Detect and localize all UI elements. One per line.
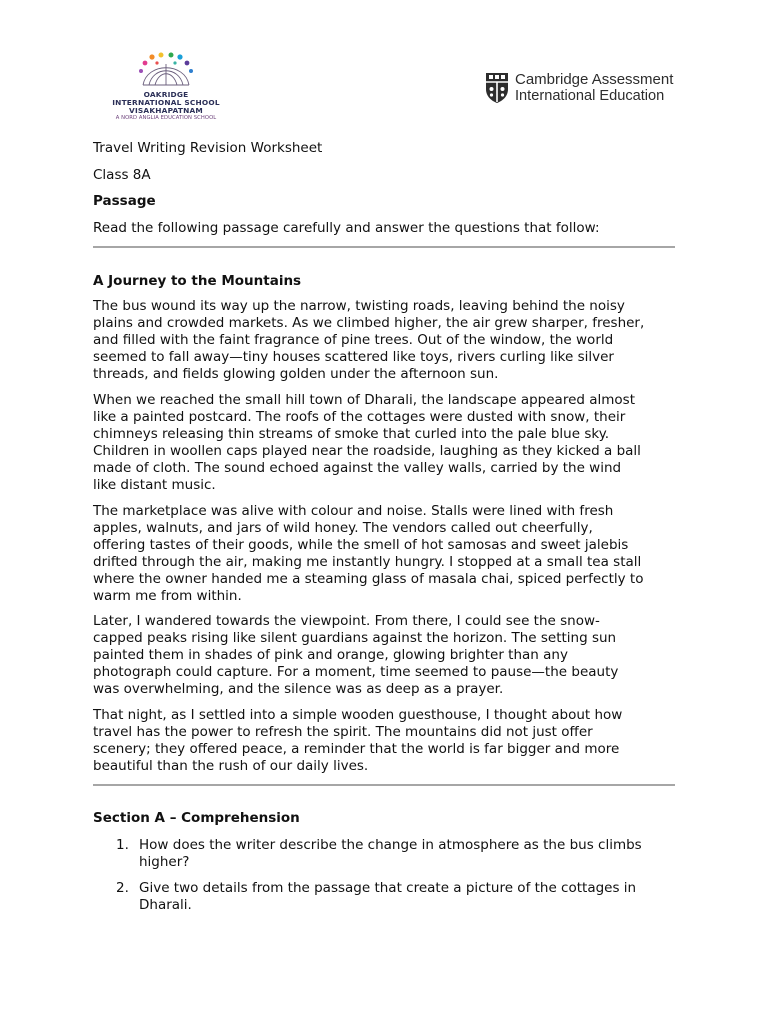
- passage-paragraph-2: [93, 392, 693, 493]
- paragraph-line: The bus wound its way up the narrow, twisting roads, leaving behind the noisy: [93, 298, 625, 314]
- school-name-line1: OAKRIDGE: [143, 90, 189, 99]
- paragraph-line: was overwhelming, and the silence was as deep as a prayer.: [93, 680, 504, 697]
- paragraph-line: That night, as I settled into a simple wooden guesthouse, I thought about how: [93, 707, 623, 723]
- section-a-heading: Section A – Comprehension: [93, 810, 300, 826]
- paragraph-line: chimneys releasing thin streams of smoke that curled into the pale blue sky.: [93, 425, 610, 442]
- instruction-text: Read the following passage carefully and answer the questions that follow:: [93, 220, 600, 236]
- cambridge-shield-icon: [485, 72, 509, 104]
- exam-board-subtitle: International Education: [515, 88, 665, 104]
- paragraph-line: like distant music.: [93, 476, 216, 493]
- paragraph-line: made of cloth. The sound echoed against the valley walls, carried by the wind: [93, 459, 622, 476]
- paragraph-line: beautiful than the rush of our daily lives.: [93, 757, 369, 774]
- school-name-line3: VISAKHAPATNAM: [129, 106, 203, 115]
- paragraph-line: drifted through the air, making me instantly hungry. I stopped at a small tea stall: [93, 553, 642, 570]
- question-text: higher?: [139, 854, 190, 870]
- question-text: How does the writer describe the change in atmosphere as the bus climbs: [139, 837, 642, 853]
- paragraph-line: where the owner handed me a steaming glass of masala chai, spiced perfectly to: [93, 570, 644, 587]
- page-header: [93, 52, 675, 126]
- paragraph-line: threads, and fields glowing golden under the afternoon sun.: [93, 365, 499, 382]
- paragraph-line: warm me from within.: [93, 587, 242, 604]
- school-tagline: A NORD ANGLIA EDUCATION SCHOOL: [115, 115, 217, 121]
- paragraph-line: When we reached the small hill town of Dharali, the landscape appeared almost: [93, 392, 636, 408]
- paragraph-line: travel has the power to refresh the spirit. The mountains did not just offer: [93, 723, 593, 740]
- worksheet-title: Travel Writing Revision Worksheet: [93, 140, 323, 156]
- paragraph-line: photograph could capture. For a moment, time seemed to pause—the beauty: [93, 663, 619, 680]
- question-text: Give two details from the passage that create a picture of the cottages in: [139, 880, 637, 896]
- question-number: 1.: [116, 837, 129, 853]
- school-logo: [93, 52, 239, 124]
- paragraph-line: scenery; they offered peace, a reminder that the world is far bigger and more: [93, 740, 620, 757]
- paragraph-line: offering tastes of their goods, while the smell of hot samosas and sweet jalebis: [93, 536, 629, 553]
- paragraph-line: capped peaks rising like silent guardians against the horizon. The setting sun: [93, 629, 617, 646]
- paragraph-line: plains and crowded markets. As we climbed higher, the air grew sharper, fresher,: [93, 314, 645, 331]
- paragraph-line: Children in woollen caps played near the roadside, laughing as they kicked a ball: [93, 442, 641, 459]
- paragraph-line: like a painted postcard. The roofs of the cottages were dusted with snow, their: [93, 408, 626, 425]
- passage-paragraph-4: [93, 613, 693, 698]
- passage-heading: Passage: [93, 193, 156, 209]
- paragraph-line: painted them in shades of pink and orange, glowing brighter than any: [93, 646, 568, 663]
- passage-title: A Journey to the Mountains: [93, 273, 302, 289]
- paragraph-line: Later, I wandered towards the viewpoint. From there, I could see the snow-: [93, 613, 600, 629]
- school-name-line2: INTERNATIONAL SCHOOL: [112, 98, 220, 107]
- paragraph-line: and filled with the faint fragrance of pine trees. Out of the window, the world: [93, 331, 614, 348]
- paragraph-line: seemed to fall away—tiny houses scattered like toys, rivers curling like silver: [93, 348, 614, 365]
- paragraph-line: apples, walnuts, and jars of wild honey. The vendors called out cheerfully,: [93, 519, 593, 536]
- question-text: Dharali.: [139, 897, 192, 913]
- passage-paragraph-1: [93, 298, 693, 383]
- divider: [93, 784, 675, 786]
- passage-paragraph-3: [93, 503, 693, 604]
- exam-board-name: Cambridge Assessment: [515, 71, 674, 88]
- question-number: 2.: [116, 880, 129, 896]
- school-emblem-icon: [135, 52, 197, 88]
- divider: [93, 246, 675, 248]
- paragraph-line: The marketplace was alive with colour and noise. Stalls were lined with fresh: [93, 503, 614, 519]
- class-label: Class 8A: [93, 167, 151, 183]
- exam-board-logo: [485, 71, 677, 107]
- passage-paragraph-5: [93, 707, 693, 775]
